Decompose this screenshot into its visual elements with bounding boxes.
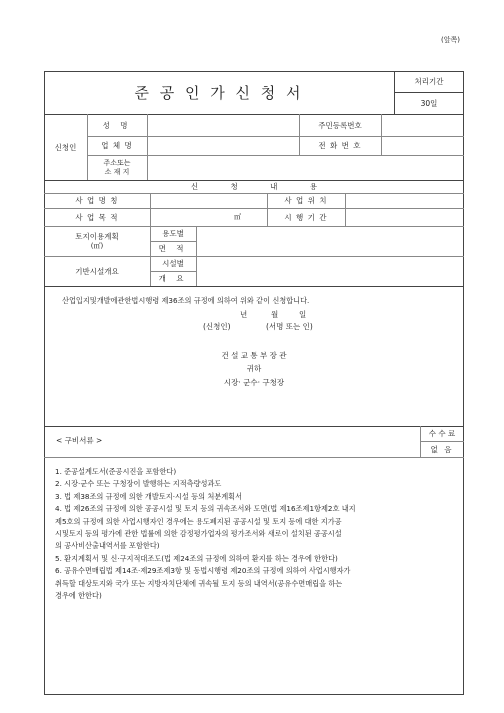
documents-header: < 구비서류 > — [56, 436, 103, 445]
honorific-label: 귀하 — [246, 363, 262, 373]
document-item-4: 4. 법 제26조의 규정에 의한 공공시설 및 토지 등의 귀속조서와 도면(법 제16조제1항제2호 내지 — [55, 504, 356, 514]
document-item-6-cont-1: 취득할 대상토지와 국가 또는 지방자치단체에 귀속될 토지 등의 내역서(공유수면매립을 하는 — [55, 578, 343, 588]
zone-label: 용도별 — [162, 229, 184, 238]
recipient-label: 건 설 교 통 부 장 관 — [221, 350, 287, 360]
company-label: 업 체 명 — [101, 141, 133, 150]
project-location-field[interactable] — [346, 194, 464, 208]
land-use-field[interactable] — [197, 227, 464, 256]
date-day-label: 일 — [299, 310, 307, 319]
infrastructure-field[interactable] — [197, 257, 464, 286]
project-name-field[interactable] — [151, 194, 267, 208]
id-number-field[interactable] — [382, 115, 464, 136]
period-label: 시 행 기 간 — [284, 212, 328, 222]
document-item-3: 3. 법 제38조의 규정에 의한 개발토지·시설 등의 처분계획서 — [55, 491, 243, 501]
applicant-signature-label: (신청인) — [203, 322, 231, 331]
address-field[interactable] — [148, 156, 464, 180]
facility-label: 시설별 — [162, 259, 184, 268]
statement-text: 산업입지및개발에관한법시행령 제36조의 규정에 의하여 위와 같이 신청합니다. — [62, 296, 310, 305]
document-item-4-cont-3: 의 공사비산출내역서를 포함한다) — [55, 541, 160, 551]
project-location-label: 사 업 위 치 — [284, 196, 328, 205]
signature-label: (서명 또는 인) — [266, 322, 313, 331]
company-field[interactable] — [148, 137, 299, 155]
officials-label: 시장· 군수· 구청장 — [223, 377, 285, 387]
project-purpose-label: 사 업 목 적 — [75, 212, 119, 222]
document-item-6: 6. 공유수면매립법 제14조·제29조제3항 및 동법시행령 제20조의 규정에 의하여 사업시행자가 — [55, 566, 351, 576]
document-item-6-cont-2: 경우에 한한다) — [55, 591, 102, 601]
area-unit-label: ㎡ — [234, 213, 241, 221]
id-number-label: 주민등록번호 — [318, 120, 362, 130]
document-item-1: 1. 준공설계도서(준공시진을 포함한다) — [55, 467, 177, 476]
phone-field[interactable] — [382, 137, 464, 155]
page-label: (앞쪽) — [441, 36, 460, 44]
documents-list — [55, 466, 460, 602]
project-purpose-field[interactable] — [151, 209, 267, 226]
document-item-4-cont-1: 제5호의 규정에 의한 사업시행자인 경우에는 용도폐지된 공공시설 및 토지 등에 대한 지가공 — [55, 516, 342, 526]
phone-label: 전 화 번 호 — [318, 141, 362, 150]
document-item-4-cont-2: 시및토지 등의 평가에 관한 법률에 의한 감정평가업자의 평가조서와 새로이 설치된 공공시설 — [55, 529, 342, 539]
name-field[interactable] — [148, 115, 299, 136]
date-month-label: 월 — [271, 310, 279, 319]
request-header: 신 청 내 용 — [190, 182, 318, 191]
overview-label: 개 요 — [158, 274, 188, 283]
applicant-label: 신청인 — [54, 142, 77, 152]
name-label: 성 명 — [102, 120, 132, 130]
land-use-label: 토지이용계획 — [75, 231, 119, 241]
infrastructure-label: 기반시설개요 — [75, 266, 119, 276]
form-title: 준 공 인 가 신 청 서 — [134, 84, 304, 102]
document-item-5: 5. 환지계획서 및 신·구지적대조도(법 제24조의 규정에 의하여 환지를 하는 경우에 한한다) — [55, 553, 338, 563]
address-label-line1: 주소또는 — [103, 158, 131, 167]
processing-period-label: 처리기간 — [414, 77, 444, 86]
address-label-line2: 소 재 지 — [104, 167, 130, 176]
processing-period-value: 30일 — [420, 98, 438, 108]
fee-value: 없 음 — [430, 444, 454, 454]
project-name-label: 사 업 명 칭 — [75, 196, 119, 205]
land-use-unit: (㎡) — [90, 241, 104, 250]
area-label: 면 적 — [158, 244, 188, 253]
document-item-2: 2. 시장·군수 또는 구청장이 발행하는 지적측량성과도 — [55, 479, 222, 489]
period-field[interactable] — [346, 209, 464, 226]
date-year-label: 년 — [240, 310, 248, 319]
fee-label: 수 수 료 — [428, 429, 456, 438]
